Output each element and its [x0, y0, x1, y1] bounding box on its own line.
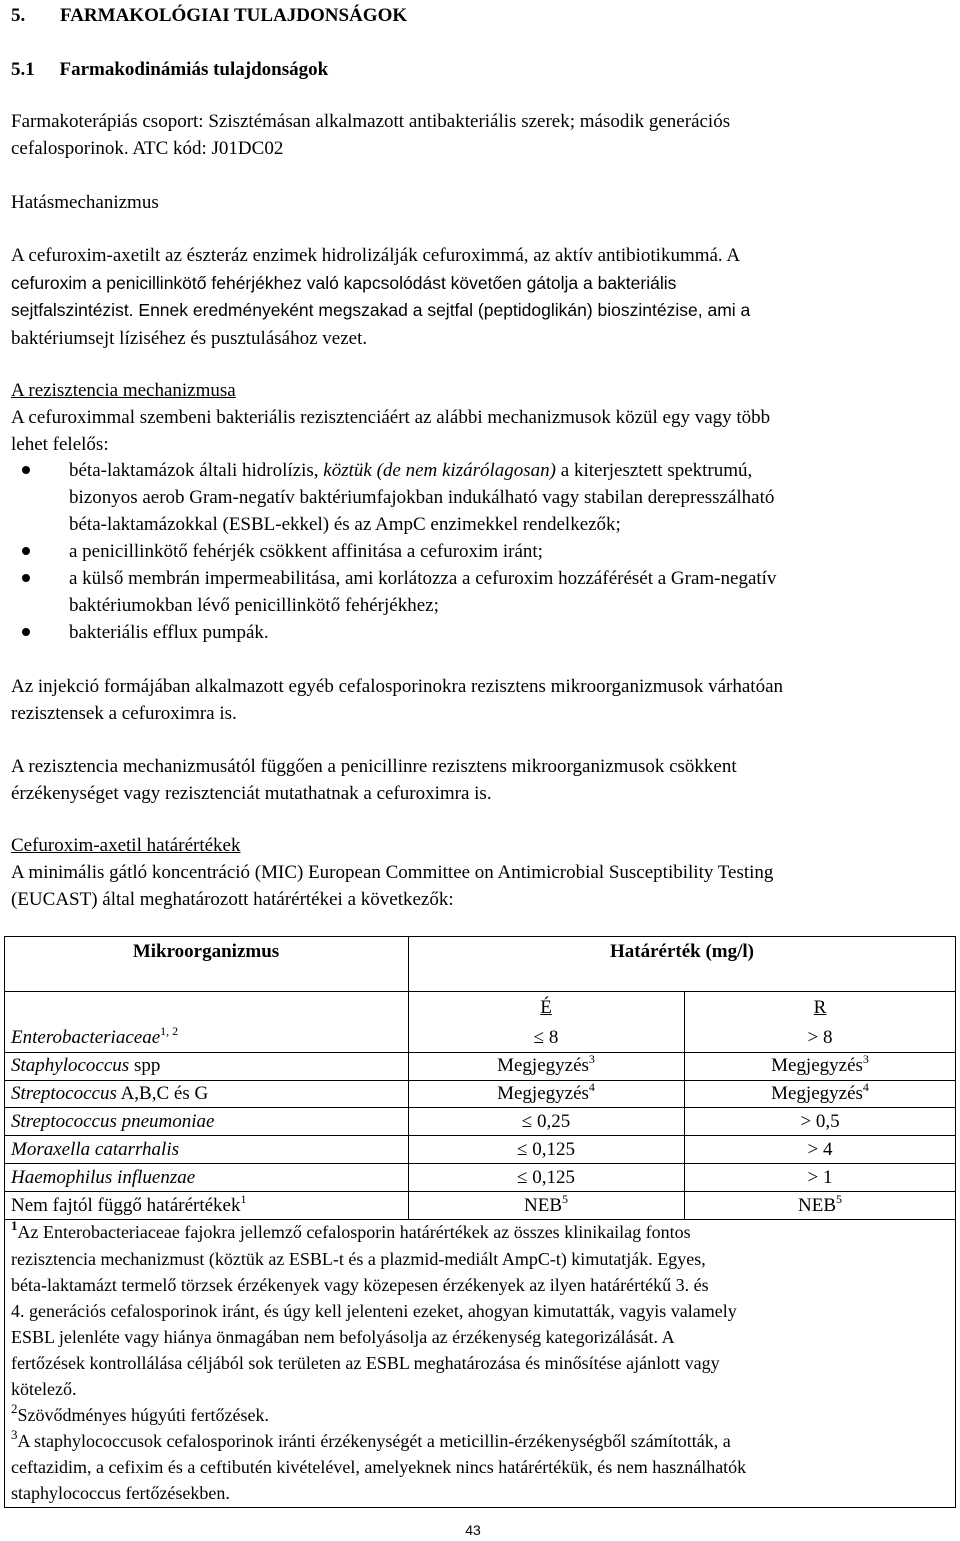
- table-rule: [4, 1135, 956, 1136]
- bullet-item-1-line-2: bizonyos aerob Gram-negatív baktériumfajokban indukálható vagy stabilan derepresszálható: [69, 487, 775, 508]
- table-row-susceptible: ≤ 0,25: [521, 1111, 571, 1132]
- table-header-organism: Mikroorganizmus: [132, 941, 280, 962]
- bullet-item-1-line-3: béta-laktamázokkal (ESBL-ekkel) és az AmpC enzimekkel rendelkezők;: [69, 514, 621, 535]
- footnote-3-line: ceftazidim, a cefixim és a ceftibutén kivételével, amelyeknek nincs határértékük, és nem használhatók: [11, 1457, 747, 1477]
- table-rule: [4, 1191, 956, 1192]
- table-rule: [4, 1107, 956, 1108]
- table-row-resistant: > 0,5: [800, 1111, 840, 1132]
- table-row-organism: Haemophilus influenzae: [11, 1167, 196, 1188]
- footnote-1-line: béta-laktamázt termelő törzsek érzékenyek vagy közepesen érzékenyek az ilyen határértékű 3. és: [11, 1275, 709, 1295]
- table-row-susceptible: Megjegyzés$^4$: [497, 1080, 595, 1104]
- table-row-susceptible: ≤ 0,125: [517, 1167, 575, 1188]
- subsection-title: Farmakodinámiás tulajdonságok: [59, 59, 329, 80]
- footnote-1-line: rezisztencia mechanizmust (köztük az ESBL-t és a plazmid-mediált AmpC-t) kimutatják. Egyes,: [11, 1249, 706, 1269]
- injection-paragraph-line: Az injekció formájában alkalmazott egyéb cefalosporinokra rezisztens mikroorganizmusok várhatóan: [11, 676, 784, 697]
- bullet-dot: [22, 628, 30, 636]
- table-rule: [4, 1163, 956, 1164]
- mechanism-line: cefuroxim a penicillinkötő fehérjékhez való kapcsolódást követően gátolja a bakteriális: [11, 273, 677, 293]
- injection-paragraph-line: rezisztensek a cefuroximra is.: [11, 703, 237, 724]
- table-row-resistant: > 1: [807, 1167, 833, 1188]
- table-row-organism: Enterobacteriaceae$^{1, 2}$: [11, 1024, 179, 1048]
- table-row-resistant: Megjegyzés$^3$: [771, 1052, 869, 1076]
- footnote-3: $^3$A staphylococcusok cefalosporinok iránti érzékenységét a meticillin-érzékenységből számították, a: [11, 1427, 731, 1451]
- penicillin-paragraph-line: érzékenységet vagy rezisztenciát mutathatnak a cefuroximra is.: [11, 783, 492, 804]
- bullet-item-3-line-2: baktériumokban lévő penicillinkötő fehérjékhez;: [69, 595, 439, 616]
- table-row-organism: Streptococcus pneumoniae: [11, 1111, 215, 1132]
- table-rule: [4, 991, 956, 992]
- table-rule: [4, 1080, 956, 1081]
- table-row-resistant: Megjegyzés$^4$: [771, 1080, 869, 1104]
- bullet-item-1: béta-laktamázok általi hidrolízis, köztük (de nem kizárólagosan) a kiterjesztett spektrumú,: [69, 460, 753, 481]
- section-heading: [11, 5, 407, 27]
- mechanism-line: A cefuroxim-axetilt az észteráz enzimek hidrolizálják cefuroximmá, az aktív antibiotikummá. A: [11, 245, 741, 266]
- bullet-item-2: a penicillinkötő fehérjék csökkent affinitása a cefuroxim iránt;: [69, 541, 543, 562]
- table-row-organism: Moraxella catarrhalis: [11, 1139, 180, 1160]
- table-header-susceptible: É: [540, 997, 552, 1018]
- table-row-organism: Staphylococcus spp: [11, 1055, 161, 1076]
- footnote-1-line: fertőzések kontrollálása céljából sok területen az ESBL meghatározása és minősítése ajánlott vagy: [11, 1353, 720, 1373]
- table-row-susceptible: ≤ 0,125: [517, 1139, 575, 1160]
- bullet-item-3: a külső membrán impermeabilitása, ami korlátozza a cefuroxim hozzáférését a Gram-negatív: [69, 568, 777, 589]
- breakpoints-heading: Cefuroxim-axetil határértékek: [11, 835, 241, 856]
- footnote-2: $^2$Szövődményes húgyúti fertőzések.: [11, 1401, 269, 1425]
- subsection-heading: [11, 59, 328, 81]
- bullet-dot: [22, 574, 30, 582]
- bullet-item-4: bakteriális efflux pumpák.: [69, 622, 269, 643]
- footnote-1-line: 4. generációs cefalosporinok iránt, és úgy kell jelenteni ezeket, ahogyan kimutatták, vagyis valamely: [11, 1301, 737, 1321]
- section-title: FARMAKOLÓGIAI TULAJDONSÁGOK: [60, 5, 408, 26]
- mechanism-line: sejtfalszintézist. Ennek eredményeként megszakad a sejtfal (peptidoglikán) bioszintézise, ami a: [11, 300, 751, 320]
- page-number: 43: [465, 1522, 481, 1538]
- mechanism-heading: Hatásmechanizmus: [11, 192, 159, 213]
- footnote-1: $^1$Az Enterobacteriaceae fajokra jellemző cefalosporin határértékek az összes klinikailag fontos: [11, 1218, 691, 1242]
- section-number: 5.: [11, 5, 26, 26]
- table-row-susceptible: Megjegyzés$^3$: [497, 1052, 595, 1076]
- mechanism-line: baktériumsejt líziséhez és pusztulásához vezet.: [11, 328, 368, 349]
- therapeutic-group-line-2: cefalosporinok. ATC kód: J01DC02: [11, 138, 284, 159]
- breakpoints-line: (EUCAST) által meghatározott határértékei a következők:: [11, 889, 454, 910]
- footnote-1-line: kötelező.: [11, 1379, 77, 1399]
- subsection-number: 5.1: [11, 59, 35, 80]
- penicillin-paragraph-line: A rezisztencia mechanizmusától függően a penicillinre rezisztens mikroorganizmusok csökkent: [11, 756, 737, 777]
- table-header-breakpoint: Határérték (mg/l): [609, 941, 755, 962]
- table-row-resistant: > 8: [807, 1027, 833, 1048]
- resistance-heading: A rezisztencia mechanizmusa: [11, 380, 236, 401]
- resistance-intro-line: lehet felelős:: [11, 434, 109, 455]
- bullet-dot: [22, 466, 30, 474]
- table-rule: [4, 1052, 956, 1053]
- resistance-intro-line: A cefuroximmal szembeni bakteriális rezisztenciáért az alábbi mechanizmusok közül egy vagy több: [11, 407, 771, 428]
- table-row-resistant: NEB$^5$: [798, 1192, 842, 1216]
- table-row-susceptible: NEB$^5$: [524, 1192, 568, 1216]
- footnote-3-line: staphylococcus fertőzésekben.: [11, 1483, 230, 1503]
- bullet-dot: [22, 547, 30, 555]
- footnote-1-line: ESBL jelenléte vagy hiánya önmagában nem befolyásolja az érzékenység kategorizálását. A: [11, 1327, 675, 1347]
- breakpoints-line: A minimális gátló koncentráció (MIC) European Committee on Antimicrobial Susceptibility Testing: [11, 862, 774, 883]
- table-row-organism: Nem fajtól függő határértékek$^1$: [11, 1192, 247, 1216]
- table-rule: [4, 1219, 956, 1220]
- table-header-resistant: R: [813, 997, 827, 1018]
- table-row-organism: Streptococcus A,B,C és G: [11, 1083, 209, 1104]
- table-row-resistant: > 4: [807, 1139, 833, 1160]
- therapeutic-group-line-1: Farmakoterápiás csoport: Szisztémásan alkalmazott antibakteriális szerek; második generációs: [11, 111, 731, 132]
- table-row-susceptible: ≤ 8: [533, 1027, 559, 1048]
